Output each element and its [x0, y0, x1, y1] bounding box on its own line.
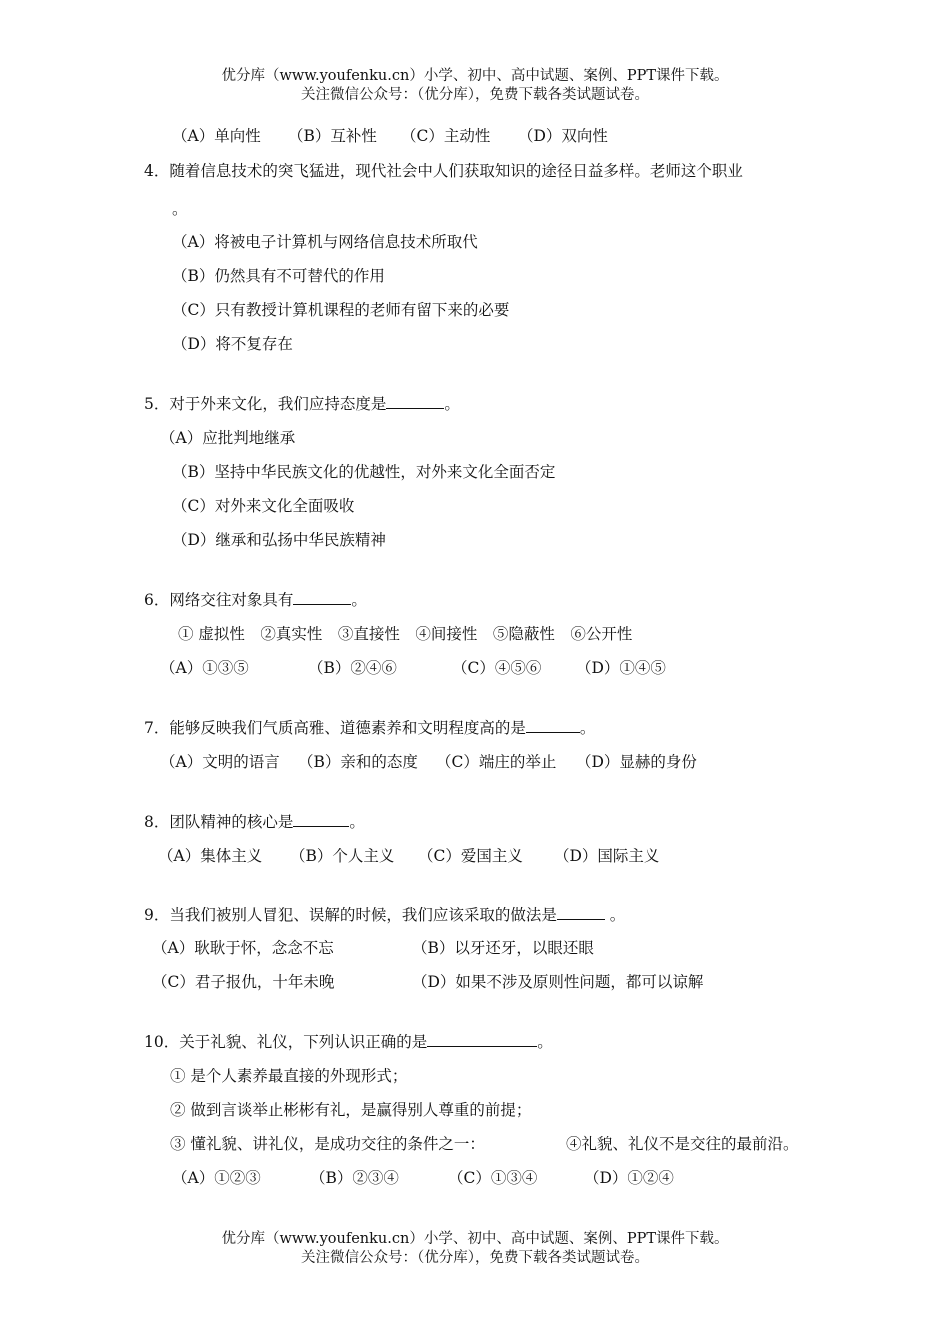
q4-stem: 4．随着信息技术的突飞猛进，现代社会中人们获取知识的途径日益多样。老师这个职业 — [144, 162, 743, 180]
q9-question — [144, 905, 625, 925]
q10-options — [172, 1168, 674, 1188]
q10-option-d: （D）①②④ — [584, 1169, 674, 1187]
q10-option-b: （B）②③④ — [310, 1169, 399, 1187]
q8-option-b: （B）个人主义 — [290, 847, 395, 865]
header-line-2: 关注微信公众号：（优分库），免费下载各类试题试卷。 — [301, 87, 649, 103]
q7-options — [160, 752, 697, 772]
q9-option-a: （A）耿耿于怀，念念不忘 — [152, 939, 334, 957]
q7-option-b: （B）亲和的态度 — [298, 753, 418, 771]
q10-stem-end: 。 — [537, 1033, 553, 1051]
q5-stem: 5．对于外来文化，我们应持态度是 — [144, 395, 387, 413]
q8-stem-end: 。 — [349, 813, 365, 831]
q7-option-c: （C）端庄的举止 — [436, 753, 557, 771]
q7-stem: 7．能够反映我们气质高雅、道德素养和文明程度高的是 — [144, 719, 526, 737]
q8-stem: 8．团队精神的核心是 — [144, 813, 294, 831]
q7-question — [144, 718, 595, 738]
q6-option-b: （B）②④⑥ — [308, 659, 397, 677]
q4-option-c: （C）只有教授计算机课程的老师有留下来的必要 — [172, 301, 510, 319]
q10-item-2: ② 做到言谈举止彬彬有礼，是赢得别人尊重的前提； — [170, 1101, 532, 1119]
q6-option-d: （D）①④⑤ — [576, 659, 666, 677]
q9-stem-end: 。 — [604, 906, 626, 924]
header-line-1: 优分库（www.youfenku.cn）小学、初中、高中试题、案例、PPT课件下载。 — [221, 68, 729, 84]
q5-option-b: （B）坚持中华民族文化的优越性，对外来文化全面否定 — [172, 463, 556, 481]
q3-option-c: （C）主动性 — [401, 127, 491, 145]
q8-option-a: （A）集体主义 — [158, 847, 263, 865]
q7-answer-blank — [526, 718, 580, 733]
q4-option-a: （A）将被电子计算机与网络信息技术所取代 — [172, 233, 478, 251]
q7-option-d: （D）显赫的身份 — [576, 753, 697, 771]
q8-question — [144, 812, 365, 832]
q9-option-d: （D）如果不涉及原则性问题，都可以谅解 — [412, 973, 704, 991]
q6-stem-end: 。 — [351, 591, 367, 609]
q6-items: ① 虚拟性 ②真实性 ③直接性 ④间接性 ⑤隐蔽性 ⑥公开性 — [178, 625, 633, 643]
q8-option-d: （D）国际主义 — [554, 847, 660, 865]
q9-stem: 9．当我们被别人冒犯、误解的时候，我们应该采取的做法是 — [144, 906, 557, 924]
q9-option-c: （C）君子报仇，十年未晚 — [152, 973, 335, 991]
q4-option-b: （B）仍然具有不可替代的作用 — [172, 267, 385, 285]
q10-option-c: （C）①③④ — [448, 1169, 538, 1187]
q9-answer-blank — [557, 905, 605, 920]
q4-stem-end: 。 — [172, 200, 188, 218]
q8-option-c: （C）爱国主义 — [418, 847, 523, 865]
q3-options — [172, 126, 608, 146]
q10-item-1: ① 是个人素养最直接的外现形式； — [170, 1067, 408, 1085]
q6-option-a: （A）①③⑤ — [160, 659, 249, 677]
q8-answer-blank — [293, 812, 349, 827]
q3-option-d: （D）双向性 — [518, 127, 608, 145]
q5-stem-end: 。 — [444, 395, 460, 413]
q5-answer-blank — [386, 394, 444, 409]
q3-option-b: （B）互补性 — [288, 127, 377, 145]
q10-answer-blank — [427, 1032, 537, 1047]
q5-option-d: （D）继承和弘扬中华民族精神 — [172, 531, 386, 549]
q10-option-a: （A）①②③ — [172, 1169, 261, 1187]
q4-option-d: （D）将不复存在 — [172, 335, 293, 353]
q10-item-3: ③ 懂礼貌、讲礼仪，是成功交往的条件之一： — [170, 1135, 485, 1153]
q10-item-4: ④礼貌、礼仪不是交往的最前沿。 — [566, 1135, 799, 1153]
q5-option-c: （C）对外来文化全面吸收 — [172, 497, 355, 515]
q6-options — [160, 658, 666, 678]
q10-question — [144, 1032, 553, 1052]
q7-stem-end: 。 — [579, 719, 596, 737]
q6-question — [144, 590, 367, 610]
footer-line-1: 优分库（www.youfenku.cn）小学、初中、高中试题、案例、PPT课件下载。 — [221, 1231, 729, 1247]
q6-option-c: （C）④⑤⑥ — [452, 659, 542, 677]
q7-option-a: （A）文明的语言 — [160, 753, 280, 771]
q6-answer-blank — [293, 590, 351, 605]
footer-line-2: 关注微信公众号：（优分库），免费下载各类试题试卷。 — [301, 1250, 649, 1266]
q8-options — [158, 846, 659, 866]
q9-option-b: （B）以牙还牙，以眼还眼 — [412, 939, 594, 957]
q6-stem: 6．网络交往对象具有 — [144, 591, 294, 609]
q10-stem: 10．关于礼貌、礼仪，下列认识正确的是 — [144, 1033, 428, 1051]
q5-question — [144, 394, 460, 414]
q5-option-a: （A）应批判地继承 — [160, 429, 296, 447]
q3-option-a: （A）单向性 — [172, 127, 261, 145]
